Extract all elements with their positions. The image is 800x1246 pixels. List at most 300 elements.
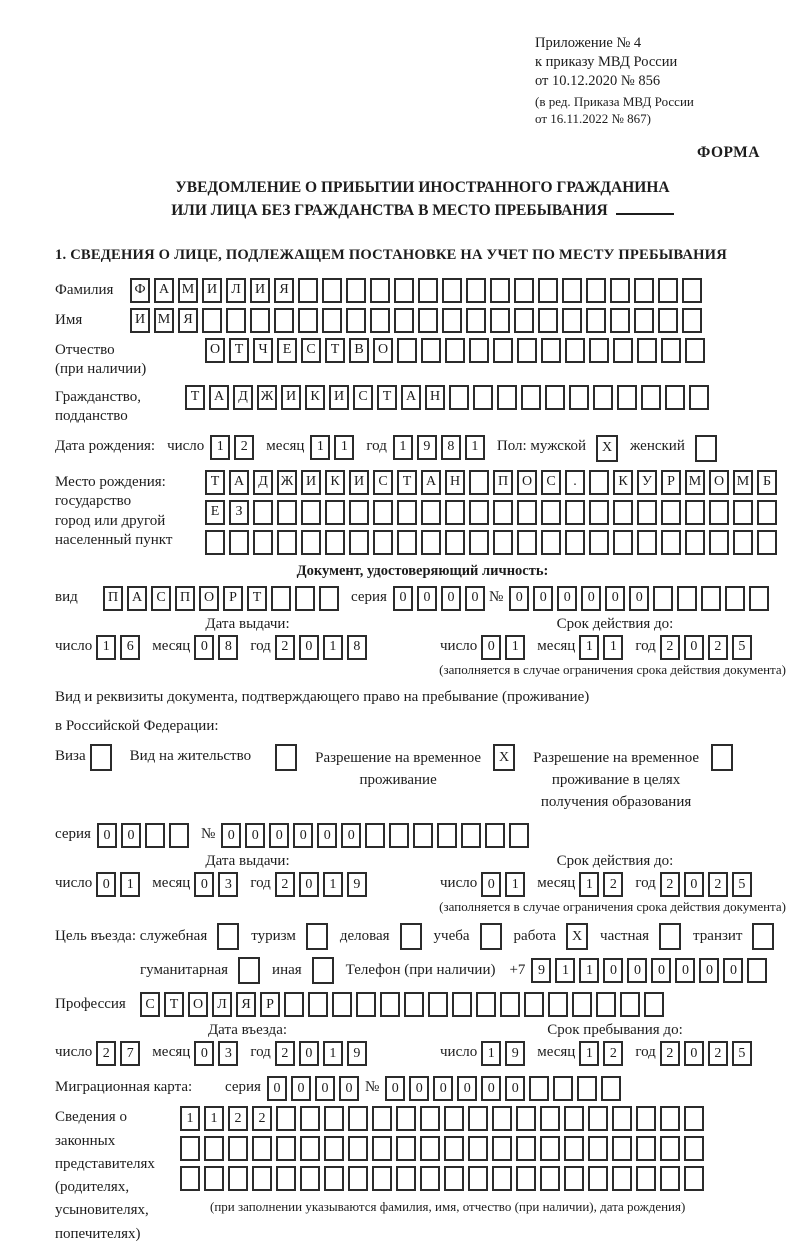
sex-male-checkbox[interactable]: X <box>596 435 618 462</box>
form-cell[interactable] <box>442 308 462 333</box>
form-cell[interactable] <box>372 1106 392 1131</box>
form-cell[interactable] <box>370 308 390 333</box>
form-cell[interactable] <box>553 1076 573 1101</box>
form-cell[interactable]: 1 <box>334 435 354 460</box>
form-cell[interactable]: 0 <box>267 1076 287 1101</box>
form-cell[interactable] <box>300 1106 320 1131</box>
form-cell[interactable]: М <box>154 308 174 333</box>
form-cell[interactable] <box>205 530 225 555</box>
form-cell[interactable]: 3 <box>218 1041 238 1066</box>
form-cell[interactable]: И <box>329 385 349 410</box>
form-cell[interactable] <box>529 1076 549 1101</box>
form-cell[interactable]: 2 <box>660 872 680 897</box>
form-cell[interactable] <box>617 385 637 410</box>
form-cell[interactable] <box>452 992 472 1017</box>
form-cell[interactable] <box>449 385 469 410</box>
sex-female-checkbox[interactable] <box>695 435 717 462</box>
form-cell[interactable]: 0 <box>481 872 501 897</box>
form-cell[interactable]: 6 <box>120 635 140 660</box>
form-cell[interactable]: И <box>202 278 222 303</box>
form-cell[interactable]: 2 <box>275 635 295 660</box>
form-cell[interactable]: 0 <box>385 1076 405 1101</box>
form-cell[interactable]: 8 <box>347 635 367 660</box>
form-cell[interactable]: Я <box>178 308 198 333</box>
form-cell[interactable] <box>445 338 465 363</box>
form-cell[interactable]: 0 <box>581 586 601 611</box>
form-cell[interactable]: 9 <box>417 435 437 460</box>
form-cell[interactable]: Т <box>377 385 397 410</box>
form-cell[interactable] <box>332 992 352 1017</box>
form-cell[interactable] <box>588 1106 608 1131</box>
form-cell[interactable]: 1 <box>465 435 485 460</box>
form-cell[interactable]: 0 <box>339 1076 359 1101</box>
form-cell[interactable]: 0 <box>684 872 704 897</box>
form-cell[interactable]: А <box>209 385 229 410</box>
form-cell[interactable] <box>637 500 657 525</box>
form-cell[interactable] <box>541 338 561 363</box>
form-cell[interactable] <box>252 1136 272 1161</box>
form-cell[interactable] <box>685 338 705 363</box>
form-cell[interactable] <box>349 530 369 555</box>
form-cell[interactable]: И <box>130 308 150 333</box>
form-cell[interactable] <box>514 308 534 333</box>
form-cell[interactable] <box>545 385 565 410</box>
form-cell[interactable]: 0 <box>269 823 289 848</box>
form-cell[interactable] <box>538 308 558 333</box>
form-cell[interactable] <box>444 1136 464 1161</box>
form-cell[interactable]: М <box>685 470 705 495</box>
form-cell[interactable] <box>445 500 465 525</box>
form-cell[interactable] <box>644 992 664 1017</box>
form-cell[interactable] <box>492 1166 512 1191</box>
form-cell[interactable] <box>514 278 534 303</box>
form-cell[interactable] <box>562 308 582 333</box>
form-cell[interactable] <box>541 530 561 555</box>
form-cell[interactable]: 2 <box>660 635 680 660</box>
form-cell[interactable] <box>228 1166 248 1191</box>
form-cell[interactable]: 1 <box>323 1041 343 1066</box>
form-cell[interactable] <box>300 1166 320 1191</box>
form-cell[interactable]: 0 <box>509 586 529 611</box>
purpose-tourism-checkbox[interactable] <box>306 923 328 950</box>
form-cell[interactable]: 1 <box>579 1041 599 1066</box>
form-cell[interactable] <box>701 586 721 611</box>
form-cell[interactable] <box>658 278 678 303</box>
form-cell[interactable] <box>661 530 681 555</box>
form-cell[interactable] <box>492 1106 512 1131</box>
form-cell[interactable] <box>324 1106 344 1131</box>
form-cell[interactable]: 9 <box>505 1041 525 1066</box>
form-cell[interactable] <box>588 1166 608 1191</box>
form-cell[interactable]: 5 <box>732 872 752 897</box>
form-cell[interactable] <box>589 470 609 495</box>
form-cell[interactable]: 8 <box>441 435 461 460</box>
form-cell[interactable] <box>469 530 489 555</box>
form-cell[interactable]: 1 <box>393 435 413 460</box>
form-cell[interactable]: Ж <box>257 385 277 410</box>
form-cell[interactable] <box>588 1136 608 1161</box>
form-cell[interactable]: А <box>229 470 249 495</box>
form-cell[interactable]: 1 <box>323 872 343 897</box>
form-cell[interactable] <box>564 1136 584 1161</box>
form-cell[interactable] <box>661 338 681 363</box>
form-cell[interactable]: 0 <box>533 586 553 611</box>
form-cell[interactable] <box>682 278 702 303</box>
form-cell[interactable]: Ж <box>277 470 297 495</box>
form-cell[interactable] <box>660 1136 680 1161</box>
form-cell[interactable]: З <box>229 500 249 525</box>
form-cell[interactable]: 2 <box>660 1041 680 1066</box>
form-cell[interactable] <box>593 385 613 410</box>
form-cell[interactable]: 0 <box>481 1076 501 1101</box>
form-cell[interactable] <box>308 992 328 1017</box>
form-cell[interactable]: 0 <box>417 586 437 611</box>
form-cell[interactable] <box>325 530 345 555</box>
form-cell[interactable] <box>565 338 585 363</box>
form-cell[interactable]: 0 <box>557 586 577 611</box>
form-cell[interactable]: А <box>421 470 441 495</box>
form-cell[interactable] <box>589 530 609 555</box>
form-cell[interactable]: О <box>199 586 219 611</box>
form-cell[interactable] <box>500 992 520 1017</box>
form-cell[interactable] <box>516 1106 536 1131</box>
form-cell[interactable]: 2 <box>603 872 623 897</box>
form-cell[interactable]: Л <box>212 992 232 1017</box>
form-cell[interactable] <box>492 1136 512 1161</box>
form-cell[interactable]: . <box>565 470 585 495</box>
form-cell[interactable]: Е <box>277 338 297 363</box>
form-cell[interactable]: 0 <box>291 1076 311 1101</box>
form-cell[interactable]: 0 <box>121 823 141 848</box>
form-cell[interactable]: К <box>325 470 345 495</box>
form-cell[interactable] <box>665 385 685 410</box>
form-cell[interactable] <box>660 1106 680 1131</box>
form-cell[interactable] <box>517 500 537 525</box>
form-cell[interactable] <box>564 1166 584 1191</box>
form-cell[interactable] <box>421 500 441 525</box>
form-cell[interactable] <box>169 823 189 848</box>
form-cell[interactable] <box>348 1106 368 1131</box>
form-cell[interactable] <box>572 992 592 1017</box>
form-cell[interactable] <box>540 1106 560 1131</box>
form-cell[interactable] <box>380 992 400 1017</box>
temp-residence-edu-checkbox[interactable] <box>711 744 733 771</box>
form-cell[interactable]: Л <box>226 278 246 303</box>
form-cell[interactable]: 2 <box>708 1041 728 1066</box>
form-cell[interactable] <box>493 530 513 555</box>
form-cell[interactable]: С <box>541 470 561 495</box>
form-cell[interactable] <box>677 586 697 611</box>
form-cell[interactable] <box>709 500 729 525</box>
form-cell[interactable] <box>661 500 681 525</box>
form-cell[interactable] <box>346 278 366 303</box>
form-cell[interactable]: О <box>709 470 729 495</box>
form-cell[interactable]: 9 <box>347 872 367 897</box>
form-cell[interactable] <box>228 1136 248 1161</box>
form-cell[interactable] <box>325 500 345 525</box>
form-cell[interactable]: И <box>250 278 270 303</box>
form-cell[interactable]: 1 <box>96 635 116 660</box>
form-cell[interactable] <box>277 530 297 555</box>
form-cell[interactable] <box>229 530 249 555</box>
form-cell[interactable]: 2 <box>234 435 254 460</box>
form-cell[interactable] <box>684 1166 704 1191</box>
residence-permit-checkbox[interactable] <box>275 744 297 771</box>
form-cell[interactable] <box>562 278 582 303</box>
form-cell[interactable]: 1 <box>180 1106 200 1131</box>
form-cell[interactable]: 1 <box>481 1041 501 1066</box>
form-cell[interactable]: 0 <box>194 872 214 897</box>
form-cell[interactable]: 2 <box>275 1041 295 1066</box>
form-cell[interactable]: 0 <box>723 958 743 983</box>
form-cell[interactable] <box>404 992 424 1017</box>
form-cell[interactable]: И <box>281 385 301 410</box>
form-cell[interactable] <box>637 338 657 363</box>
form-cell[interactable]: 0 <box>97 823 117 848</box>
form-cell[interactable] <box>253 500 273 525</box>
form-cell[interactable]: О <box>517 470 537 495</box>
form-cell[interactable] <box>444 1106 464 1131</box>
form-cell[interactable]: 0 <box>221 823 241 848</box>
form-cell[interactable]: П <box>175 586 195 611</box>
form-cell[interactable] <box>445 530 465 555</box>
form-cell[interactable] <box>202 308 222 333</box>
form-cell[interactable]: 0 <box>603 958 623 983</box>
form-cell[interactable] <box>612 1106 632 1131</box>
form-cell[interactable]: Я <box>274 278 294 303</box>
form-cell[interactable]: 1 <box>603 635 623 660</box>
form-cell[interactable]: 0 <box>393 586 413 611</box>
form-cell[interactable] <box>524 992 544 1017</box>
form-cell[interactable] <box>493 500 513 525</box>
purpose-official-checkbox[interactable] <box>217 923 239 950</box>
form-cell[interactable] <box>365 823 385 848</box>
form-cell[interactable]: Т <box>247 586 267 611</box>
form-cell[interactable] <box>180 1166 200 1191</box>
form-cell[interactable]: 0 <box>441 586 461 611</box>
form-cell[interactable] <box>490 308 510 333</box>
form-cell[interactable] <box>468 1166 488 1191</box>
form-cell[interactable]: 0 <box>457 1076 477 1101</box>
form-cell[interactable] <box>469 500 489 525</box>
form-cell[interactable]: 1 <box>505 635 525 660</box>
form-cell[interactable]: 0 <box>675 958 695 983</box>
form-cell[interactable]: 0 <box>245 823 265 848</box>
form-cell[interactable]: М <box>733 470 753 495</box>
form-cell[interactable] <box>612 1166 632 1191</box>
form-cell[interactable]: 2 <box>96 1041 116 1066</box>
form-cell[interactable] <box>517 338 537 363</box>
form-cell[interactable] <box>428 992 448 1017</box>
form-cell[interactable]: 0 <box>409 1076 429 1101</box>
form-cell[interactable] <box>421 530 441 555</box>
form-cell[interactable] <box>421 338 441 363</box>
form-cell[interactable] <box>324 1136 344 1161</box>
form-cell[interactable] <box>613 500 633 525</box>
form-cell[interactable]: 0 <box>684 1041 704 1066</box>
form-cell[interactable] <box>319 586 339 611</box>
form-cell[interactable] <box>396 1166 416 1191</box>
form-cell[interactable] <box>586 278 606 303</box>
form-cell[interactable]: О <box>373 338 393 363</box>
form-cell[interactable] <box>389 823 409 848</box>
form-cell[interactable]: 2 <box>603 1041 623 1066</box>
form-cell[interactable]: 0 <box>505 1076 525 1101</box>
form-cell[interactable] <box>493 338 513 363</box>
form-cell[interactable] <box>295 586 315 611</box>
form-cell[interactable] <box>521 385 541 410</box>
form-cell[interactable] <box>418 278 438 303</box>
form-cell[interactable] <box>509 823 529 848</box>
form-cell[interactable] <box>420 1166 440 1191</box>
form-cell[interactable] <box>747 958 767 983</box>
form-cell[interactable]: Н <box>425 385 445 410</box>
form-cell[interactable] <box>473 385 493 410</box>
form-cell[interactable] <box>586 308 606 333</box>
form-cell[interactable] <box>373 530 393 555</box>
form-cell[interactable] <box>348 1166 368 1191</box>
purpose-humanitarian-checkbox[interactable] <box>238 957 260 984</box>
form-cell[interactable] <box>612 1136 632 1161</box>
form-cell[interactable]: Д <box>233 385 253 410</box>
form-cell[interactable] <box>397 500 417 525</box>
form-cell[interactable]: С <box>373 470 393 495</box>
form-cell[interactable] <box>589 500 609 525</box>
form-cell[interactable] <box>420 1106 440 1131</box>
form-cell[interactable]: 0 <box>481 635 501 660</box>
form-cell[interactable] <box>418 308 438 333</box>
form-cell[interactable]: К <box>305 385 325 410</box>
form-cell[interactable]: А <box>154 278 174 303</box>
form-cell[interactable]: О <box>188 992 208 1017</box>
form-cell[interactable]: 0 <box>299 1041 319 1066</box>
form-cell[interactable]: Б <box>757 470 777 495</box>
form-cell[interactable] <box>589 338 609 363</box>
title-blank-field[interactable] <box>616 203 674 215</box>
form-cell[interactable]: 0 <box>684 635 704 660</box>
form-cell[interactable] <box>394 308 414 333</box>
form-cell[interactable] <box>733 500 753 525</box>
form-cell[interactable] <box>396 1106 416 1131</box>
form-cell[interactable]: 1 <box>210 435 230 460</box>
form-cell[interactable] <box>658 308 678 333</box>
form-cell[interactable] <box>461 823 481 848</box>
form-cell[interactable] <box>541 500 561 525</box>
form-cell[interactable] <box>636 1106 656 1131</box>
form-cell[interactable]: 2 <box>275 872 295 897</box>
form-cell[interactable] <box>577 1076 597 1101</box>
form-cell[interactable] <box>370 278 390 303</box>
form-cell[interactable] <box>613 530 633 555</box>
form-cell[interactable] <box>684 1106 704 1131</box>
form-cell[interactable] <box>204 1166 224 1191</box>
form-cell[interactable] <box>322 308 342 333</box>
purpose-private-checkbox[interactable] <box>659 923 681 950</box>
form-cell[interactable]: 1 <box>120 872 140 897</box>
form-cell[interactable]: Т <box>205 470 225 495</box>
form-cell[interactable] <box>684 1136 704 1161</box>
form-cell[interactable] <box>298 278 318 303</box>
form-cell[interactable]: 1 <box>204 1106 224 1131</box>
form-cell[interactable]: Ф <box>130 278 150 303</box>
form-cell[interactable] <box>356 992 376 1017</box>
form-cell[interactable]: А <box>127 586 147 611</box>
form-cell[interactable]: 0 <box>293 823 313 848</box>
form-cell[interactable]: Д <box>253 470 273 495</box>
purpose-work-checkbox[interactable]: X <box>566 923 588 950</box>
form-cell[interactable]: 1 <box>310 435 330 460</box>
form-cell[interactable] <box>733 530 753 555</box>
form-cell[interactable]: 0 <box>194 1041 214 1066</box>
form-cell[interactable]: 0 <box>96 872 116 897</box>
form-cell[interactable] <box>372 1166 392 1191</box>
form-cell[interactable] <box>540 1166 560 1191</box>
form-cell[interactable]: К <box>613 470 633 495</box>
form-cell[interactable] <box>685 530 705 555</box>
form-cell[interactable]: 2 <box>228 1106 248 1131</box>
form-cell[interactable]: 0 <box>605 586 625 611</box>
form-cell[interactable]: 9 <box>531 958 551 983</box>
form-cell[interactable] <box>637 530 657 555</box>
form-cell[interactable] <box>516 1136 536 1161</box>
form-cell[interactable] <box>601 1076 621 1101</box>
form-cell[interactable]: 5 <box>732 1041 752 1066</box>
form-cell[interactable]: 5 <box>732 635 752 660</box>
form-cell[interactable]: 2 <box>708 635 728 660</box>
form-cell[interactable] <box>610 278 630 303</box>
form-cell[interactable] <box>298 308 318 333</box>
purpose-other-checkbox[interactable] <box>312 957 334 984</box>
form-cell[interactable]: В <box>349 338 369 363</box>
form-cell[interactable] <box>372 1136 392 1161</box>
form-cell[interactable] <box>757 530 777 555</box>
form-cell[interactable]: 2 <box>708 872 728 897</box>
form-cell[interactable] <box>271 586 291 611</box>
form-cell[interactable]: Я <box>236 992 256 1017</box>
form-cell[interactable]: 1 <box>579 958 599 983</box>
form-cell[interactable] <box>397 530 417 555</box>
form-cell[interactable] <box>274 308 294 333</box>
form-cell[interactable]: И <box>301 470 321 495</box>
form-cell[interactable] <box>437 823 457 848</box>
form-cell[interactable]: 1 <box>505 872 525 897</box>
form-cell[interactable]: Н <box>445 470 465 495</box>
form-cell[interactable]: О <box>205 338 225 363</box>
form-cell[interactable] <box>485 823 505 848</box>
form-cell[interactable] <box>466 308 486 333</box>
form-cell[interactable] <box>476 992 496 1017</box>
form-cell[interactable] <box>516 1166 536 1191</box>
form-cell[interactable] <box>749 586 769 611</box>
form-cell[interactable]: 0 <box>194 635 214 660</box>
form-cell[interactable] <box>284 992 304 1017</box>
form-cell[interactable] <box>253 530 273 555</box>
form-cell[interactable] <box>322 278 342 303</box>
form-cell[interactable] <box>564 1106 584 1131</box>
form-cell[interactable] <box>565 500 585 525</box>
purpose-transit-checkbox[interactable] <box>752 923 774 950</box>
form-cell[interactable] <box>725 586 745 611</box>
form-cell[interactable] <box>469 338 489 363</box>
form-cell[interactable]: 3 <box>218 872 238 897</box>
form-cell[interactable] <box>757 500 777 525</box>
form-cell[interactable] <box>636 1166 656 1191</box>
form-cell[interactable]: 9 <box>347 1041 367 1066</box>
form-cell[interactable]: Т <box>397 470 417 495</box>
form-cell[interactable] <box>444 1166 464 1191</box>
form-cell[interactable]: Т <box>325 338 345 363</box>
form-cell[interactable]: С <box>140 992 160 1017</box>
